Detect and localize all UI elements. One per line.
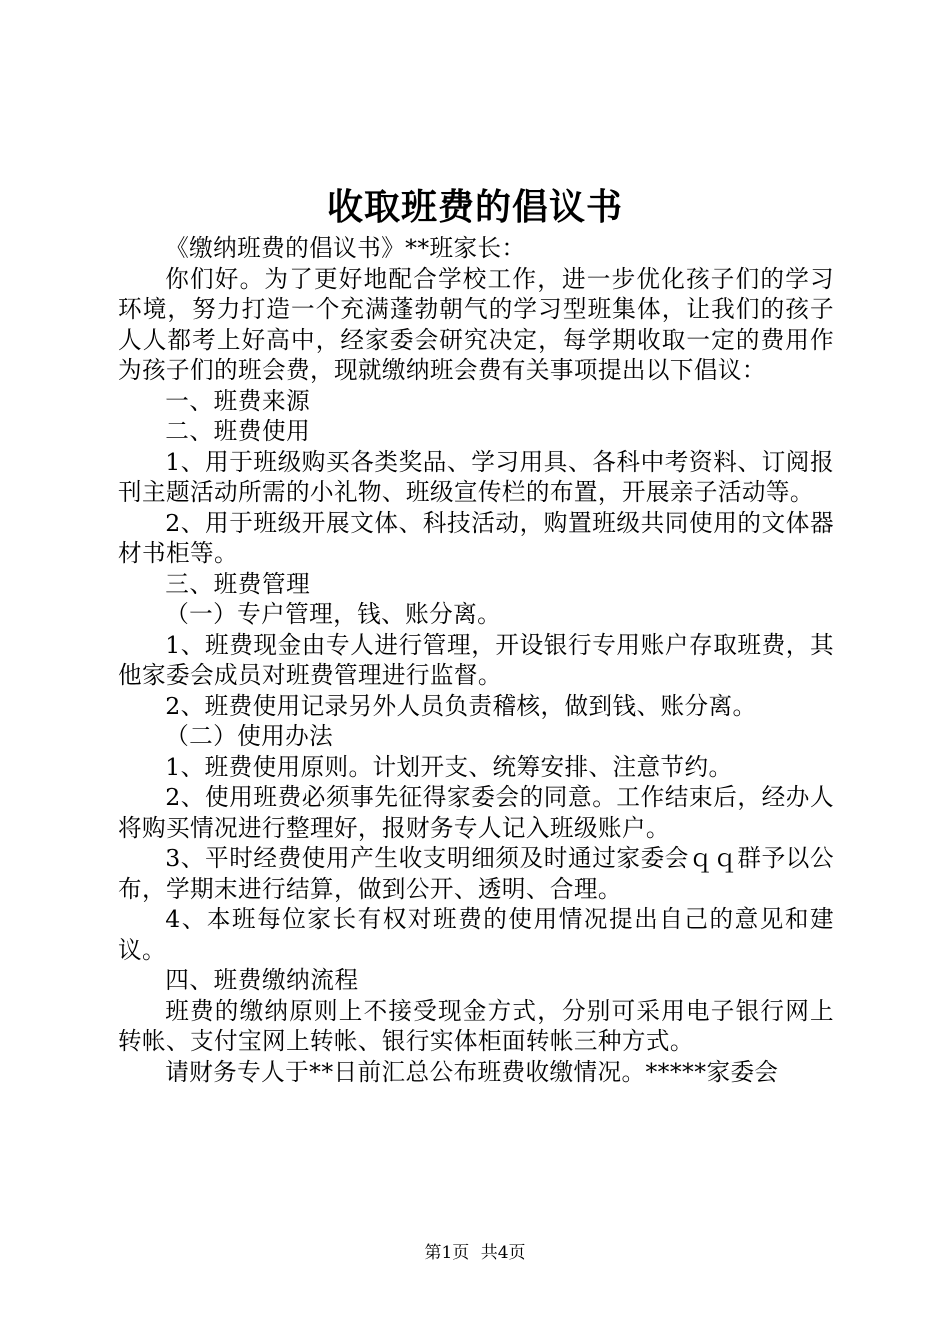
document-title: 收取班费的倡议书 xyxy=(326,187,623,228)
method-item-1: 1、班费使用原则。计划开支、统筹安排、注意节约。 xyxy=(165,752,733,781)
account-item-2: 2、班费使用记录另外人员负责稽核，做到钱、账分离。 xyxy=(165,691,757,720)
account-item-1: 1、班费现金由专人进行管理，开设银行专用账户存取班费，其他家委会成员对班费管理进行监督。 xyxy=(118,630,834,689)
page-total: 共4页 xyxy=(480,1243,526,1263)
method-item-3: 3、平时经费使用产生收支明细须及时通过家委会ｑｑ群予以公布，学期末进行结算，做到公开、透明、合理。 xyxy=(118,844,834,903)
page-footer xyxy=(0,1241,950,1265)
section-heading-management: 三、班费管理 xyxy=(165,569,311,598)
salutation: 《缴纳班费的倡议书》**班家长： xyxy=(165,234,526,262)
closing-paragraph: 请财务专人于**日前汇总公布班费收缴情况。*****家委会 xyxy=(165,1057,779,1086)
document-body xyxy=(118,233,834,1087)
section-heading-usage: 二、班费使用 xyxy=(165,417,311,445)
payment-paragraph: 班费的缴纳原则上不接受现金方式，分别可采用电子银行网上转帐、支付宝网上转帐、银行实体柜面转帐三种方式。 xyxy=(118,996,834,1055)
subsection-heading-method: （二）使用办法 xyxy=(165,722,334,750)
section-heading-payment: 四、班费缴纳流程 xyxy=(165,966,359,994)
method-item-4: 4、本班每位家长有权对班费的使用情况提出自己的意见和建议。 xyxy=(118,905,834,964)
usage-item-1: 1、用于班级购买各类奖品、学习用具、各科中考资料、订阅报刊主题活动所需的小礼物、班级宣传栏的布置，开展亲子活动等。 xyxy=(118,447,834,506)
section-heading-source: 一、班费来源 xyxy=(165,386,311,415)
usage-item-2: 2、用于班级开展文体、科技活动，购置班级共同使用的文体器材书柜等。 xyxy=(118,508,834,567)
method-item-2: 2、使用班费必须事先征得家委会的同意。工作结束后，经办人将购买情况进行整理好，报财务专人记入班级账户。 xyxy=(118,783,834,842)
page-number: 第1页 xyxy=(424,1243,470,1263)
subsection-heading-account: （一）专户管理，钱、账分离。 xyxy=(165,600,502,628)
intro-paragraph: 你们好。为了更好地配合学校工作，进一步优化孩子们的学习环境，努力打造一个充满蓬勃朝气的学习型班集体，让我们的孩子人人都考上好高中，经家委会研究决定，每学期收取一定的费用作为孩子们的班会费，现就缴纳班会费有关事项提出以下倡议： xyxy=(118,264,834,384)
